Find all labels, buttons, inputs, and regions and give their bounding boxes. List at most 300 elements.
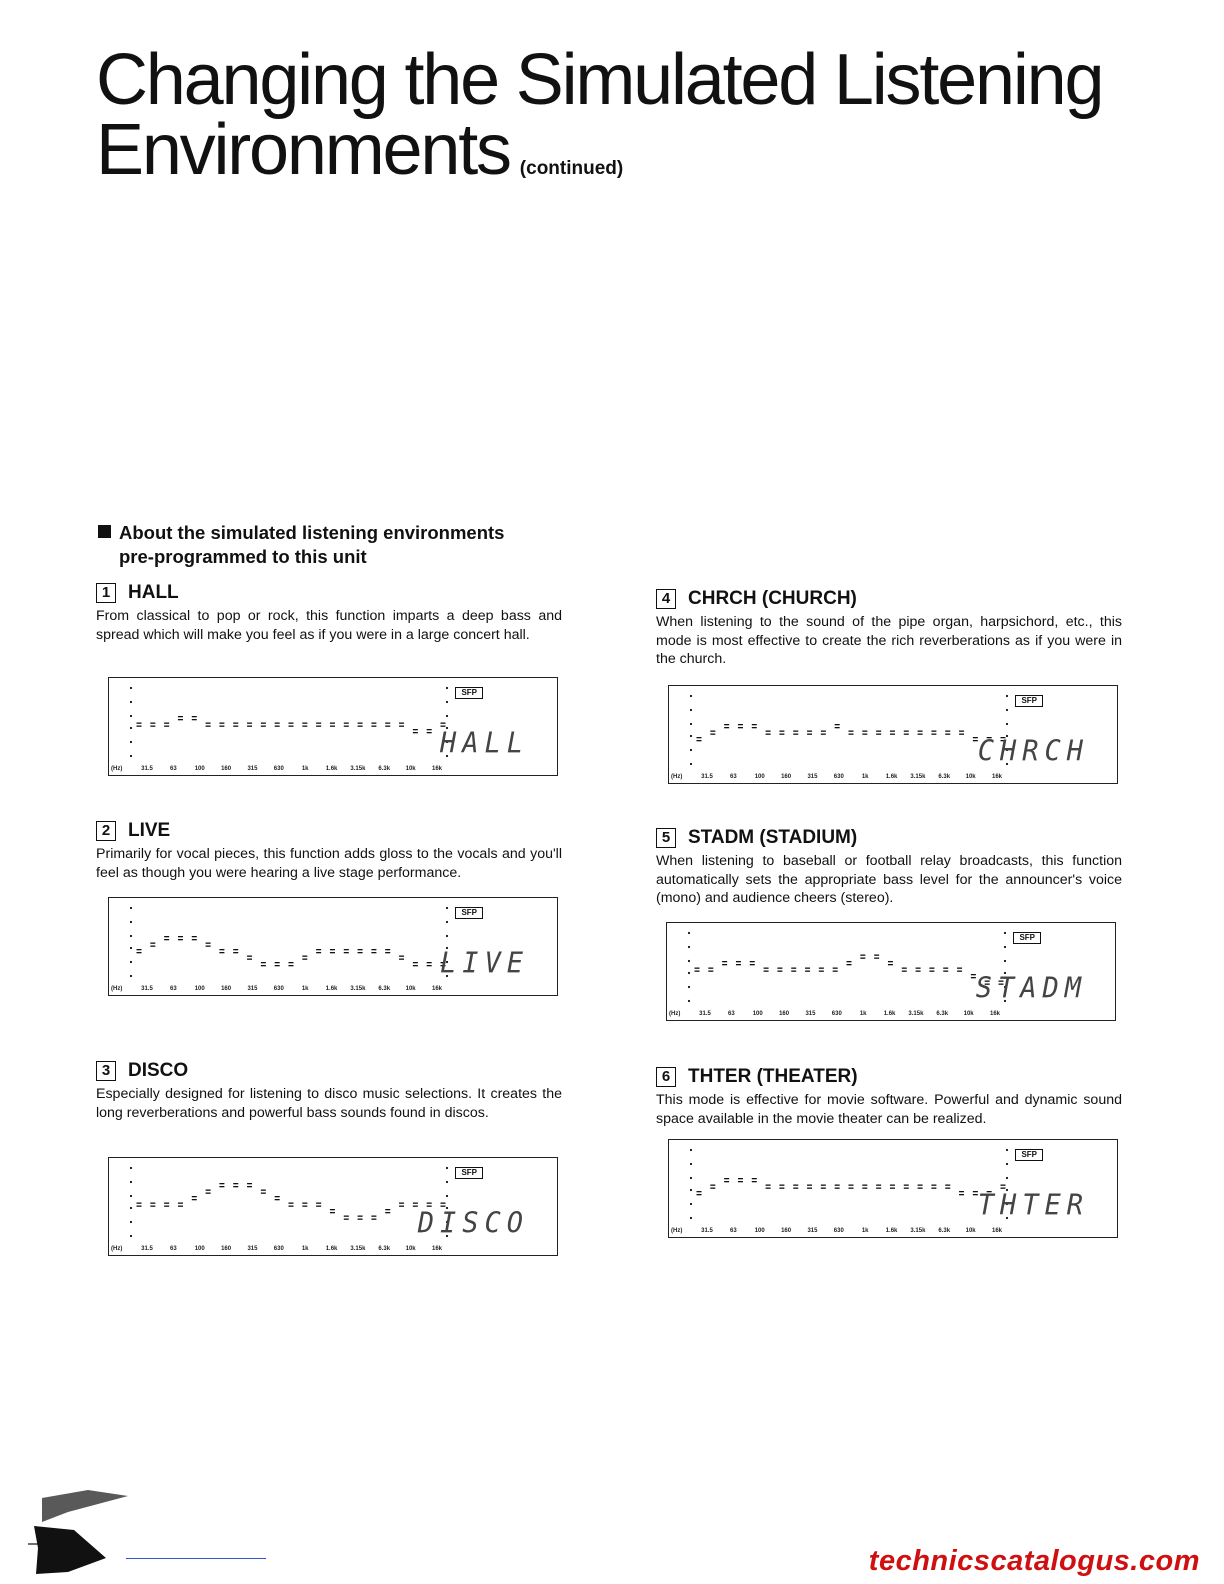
freq-tick-label: 630: [833, 774, 844, 780]
continued-label: (continued): [519, 158, 624, 179]
freq-tick-label: 100: [754, 1228, 765, 1234]
eq-bar: [959, 731, 964, 735]
eq-bar: [738, 724, 743, 728]
freq-tick-label: 3.15k: [908, 1011, 924, 1017]
eq-bar: [890, 1185, 895, 1189]
scale-dot-left: [690, 695, 692, 697]
segment-display-text: CHRCH: [977, 735, 1089, 768]
freq-tick-label: 630: [273, 986, 284, 992]
eq-bar: [902, 968, 907, 972]
eq-bar: [766, 731, 771, 735]
section-heading-line1: About the simulated listening environments: [119, 522, 505, 543]
eq-bar: [931, 1185, 936, 1189]
scale-dot-left: [690, 1177, 692, 1179]
eq-bar: [233, 1183, 238, 1187]
eq-bar: [931, 731, 936, 735]
eq-bar: [441, 723, 446, 727]
eq-bar: [849, 1185, 854, 1189]
freq-tick-label: 16k: [431, 1246, 443, 1252]
freq-tick-label: 63: [730, 774, 737, 780]
mode-name: STADM (STADIUM): [688, 827, 858, 848]
scale-dot-right: [1006, 1177, 1008, 1179]
sfp-badge: SFP: [455, 1167, 483, 1179]
mode-name: CHRCH (CHURCH): [688, 588, 857, 609]
mode-number-badge: 3: [96, 1061, 116, 1081]
scale-dot-right: [1006, 1163, 1008, 1165]
scale-dot-right: [446, 1181, 448, 1183]
sfp-badge: SFP: [1015, 1149, 1043, 1161]
sfp-badge: SFP: [455, 907, 483, 919]
hz-label: (Hz): [671, 774, 683, 780]
eq-bar: [724, 1178, 729, 1182]
eq-bar: [192, 1196, 197, 1200]
eq-bar: [275, 1196, 280, 1200]
eq-bar: [945, 1185, 950, 1189]
freq-tick-label: 630: [831, 1011, 842, 1017]
scale-dot-right: [446, 935, 448, 937]
freq-tick-label: 160: [779, 1011, 790, 1017]
freq-tick-label: 6.3k: [378, 766, 391, 772]
eq-bar: [385, 723, 390, 727]
eq-bar: [708, 968, 713, 972]
eq-bar: [261, 1190, 266, 1194]
eq-bar: [358, 949, 363, 953]
freq-tick-label: 100: [194, 766, 205, 772]
eq-bar: [835, 1185, 840, 1189]
eq-bar: [330, 1209, 335, 1213]
eq-bar: [957, 968, 962, 972]
eq-bar: [847, 961, 852, 965]
eq-bar: [833, 968, 838, 972]
eq-bar: [164, 1203, 169, 1207]
eq-bar: [821, 1185, 826, 1189]
eq-bar: [150, 943, 155, 947]
freq-tick-label: 1k: [301, 766, 309, 772]
freq-tick-label: 1.6k: [885, 774, 898, 780]
scale-dot-left: [690, 735, 692, 737]
scale-dot-left: [130, 687, 132, 689]
eq-bar: [777, 968, 782, 972]
freq-tick-label: 6.3k: [936, 1011, 949, 1017]
eq-bar: [413, 1203, 418, 1207]
scale-dot-left: [130, 961, 132, 963]
eq-bar: [302, 723, 307, 727]
hz-label: (Hz): [111, 1246, 123, 1252]
mode-live: [96, 819, 562, 882]
scale-dot-left: [688, 960, 690, 962]
scale-dot-left: [130, 1167, 132, 1169]
eq-bar: [233, 949, 238, 953]
eq-bar: [413, 962, 418, 966]
scale-dot-left: [130, 1195, 132, 1197]
freq-tick-label: 315: [807, 1228, 818, 1234]
freq-tick-label: 63: [730, 1228, 737, 1234]
eq-bar: [779, 731, 784, 735]
sfp-badge: SFP: [455, 687, 483, 699]
sfp-badge: SFP: [1015, 695, 1043, 707]
eq-bar: [302, 1203, 307, 1207]
eq-bar: [710, 731, 715, 735]
freq-tick-label: 1k: [859, 1011, 867, 1017]
eq-bar: [779, 1185, 784, 1189]
eq-bar: [427, 1203, 432, 1207]
mode-stadium: [656, 826, 1122, 908]
freq-tick-label: 63: [170, 1246, 177, 1252]
scale-dot-right: [446, 907, 448, 909]
scale-dot-left: [690, 709, 692, 711]
display-panel-theater: [668, 1139, 1118, 1238]
freq-tick-label: 1k: [301, 986, 309, 992]
eq-bar: [330, 949, 335, 953]
eq-bar: [137, 949, 142, 953]
eq-bar: [918, 1185, 923, 1189]
eq-bar: [764, 968, 769, 972]
eq-bar: [275, 962, 280, 966]
eq-bar: [289, 962, 294, 966]
scale-dot-right: [1006, 1149, 1008, 1151]
eq-bar: [206, 723, 211, 727]
mode-number-badge: 6: [656, 1067, 676, 1087]
freq-tick-label: 10k: [963, 1011, 974, 1017]
scale-dot-right: [446, 1167, 448, 1169]
freq-tick-label: 3.15k: [910, 1228, 926, 1234]
freq-tick-label: 16k: [431, 766, 443, 772]
eq-bar: [192, 936, 197, 940]
eq-bar: [192, 716, 197, 720]
freq-tick-label: 3.15k: [350, 766, 366, 772]
freq-tick-label: 160: [781, 774, 792, 780]
display-panel-live: [108, 897, 558, 996]
eq-bar: [137, 723, 142, 727]
scale-dot-right: [446, 921, 448, 923]
eq-bar: [206, 1190, 211, 1194]
eq-bar: [371, 723, 376, 727]
eq-bar: [904, 1185, 909, 1189]
freq-tick-label: 630: [833, 1228, 844, 1234]
freq-tick-label: 10k: [405, 766, 416, 772]
eq-bar: [371, 1216, 376, 1220]
freq-tick-label: 1.6k: [325, 1246, 338, 1252]
eq-bar: [219, 723, 224, 727]
eq-bar: [736, 961, 741, 965]
segment-display-text: STADM: [975, 972, 1087, 1005]
mode-name: LIVE: [128, 820, 171, 841]
segment-display-text: LIVE: [439, 947, 529, 980]
eq-bar: [427, 962, 432, 966]
eq-bar: [959, 1191, 964, 1195]
hz-label: (Hz): [111, 766, 123, 772]
mode-theater: [656, 1065, 1122, 1128]
freq-tick-label: 31.5: [141, 766, 153, 772]
scale-dot-left: [688, 972, 690, 974]
footer-rule: [126, 1558, 266, 1559]
eq-bar: [219, 1183, 224, 1187]
segment-display-text: DISCO: [417, 1207, 529, 1240]
freq-tick-label: 100: [754, 774, 765, 780]
eq-bar: [738, 1178, 743, 1182]
mode-description: Primarily for vocal pieces, this function adds gloss to the vocals and you'll feel as though you were hearing a live stage performance.: [96, 846, 562, 881]
scale-dot-right: [1004, 960, 1006, 962]
freq-tick-label: 16k: [991, 774, 1003, 780]
scale-dot-left: [130, 1207, 132, 1209]
freq-tick-label: 63: [170, 766, 177, 772]
page-title-line1: Changing the Simulated Listening: [96, 40, 1103, 120]
freq-tick-label: 160: [221, 766, 232, 772]
freq-tick-label: 315: [247, 766, 258, 772]
scale-dot-left: [130, 1221, 132, 1223]
eq-bar: [752, 724, 757, 728]
freq-tick-label: 10k: [405, 1246, 416, 1252]
scale-dot-left: [690, 723, 692, 725]
scale-dot-left: [130, 907, 132, 909]
mode-number-badge: 2: [96, 821, 116, 841]
eq-bar: [164, 936, 169, 940]
scale-dot-left: [690, 1163, 692, 1165]
eq-bar: [807, 731, 812, 735]
scale-dot-left: [690, 1217, 692, 1219]
display-panel-church: [668, 685, 1118, 784]
eq-bar: [441, 1203, 446, 1207]
eq-bar: [150, 1203, 155, 1207]
scale-dot-right: [446, 715, 448, 717]
scale-dot-left: [688, 986, 690, 988]
freq-tick-label: 100: [752, 1011, 763, 1017]
eq-bar: [943, 968, 948, 972]
scale-dot-left: [690, 749, 692, 751]
eq-bar: [766, 1185, 771, 1189]
eq-bar: [916, 968, 921, 972]
display-panel-hall: [108, 677, 558, 776]
eq-bar: [344, 949, 349, 953]
freq-tick-label: 6.3k: [378, 986, 391, 992]
scale-dot-right: [1006, 709, 1008, 711]
scale-dot-left: [130, 727, 132, 729]
bullet-square-icon: [98, 525, 111, 538]
section-heading: [98, 521, 578, 569]
freq-tick-label: 315: [807, 774, 818, 780]
scale-dot-left: [690, 763, 692, 765]
mode-description: This mode is effective for movie software. Powerful and dynamic sound space available in the movie theater can be realized.: [656, 1092, 1122, 1127]
scale-dot-right: [1006, 723, 1008, 725]
eq-bar: [876, 1185, 881, 1189]
eq-bar: [791, 968, 796, 972]
freq-tick-label: 3.15k: [350, 986, 366, 992]
freq-tick-label: 6.3k: [378, 1246, 391, 1252]
eq-bar: [289, 723, 294, 727]
eq-bar: [261, 723, 266, 727]
eq-bar: [860, 955, 865, 959]
eq-bar: [344, 723, 349, 727]
eq-bar: [247, 723, 252, 727]
eq-bar: [874, 955, 879, 959]
sfp-badge: SFP: [1013, 932, 1041, 944]
eq-bar: [819, 968, 824, 972]
freq-tick-label: 160: [781, 1228, 792, 1234]
scale-dot-right: [446, 687, 448, 689]
section-heading-line2: pre-programmed to this unit: [119, 546, 367, 567]
segment-display-text: THTER: [977, 1189, 1089, 1222]
eq-bar: [206, 943, 211, 947]
eq-bar: [876, 731, 881, 735]
freq-tick-label: 63: [170, 986, 177, 992]
eq-bar: [358, 723, 363, 727]
eq-bar: [150, 723, 155, 727]
eq-bar: [316, 1203, 321, 1207]
display-panel-disco: [108, 1157, 558, 1256]
eq-bar: [752, 1178, 757, 1182]
eq-bar: [399, 1203, 404, 1207]
eq-bar: [344, 1216, 349, 1220]
mode-hall: [96, 581, 562, 644]
eq-bar: [821, 731, 826, 735]
freq-tick-label: 1.6k: [885, 1228, 898, 1234]
eq-bar: [164, 723, 169, 727]
freq-tick-label: 100: [194, 1246, 205, 1252]
freq-tick-label: 31.5: [699, 1011, 711, 1017]
eq-bar: [247, 1183, 252, 1187]
freq-tick-label: 1k: [861, 1228, 869, 1234]
eq-bar: [316, 723, 321, 727]
freq-tick-label: 1k: [301, 1246, 309, 1252]
eq-bar: [793, 731, 798, 735]
freq-tick-label: 1k: [861, 774, 869, 780]
freq-tick-label: 160: [221, 1246, 232, 1252]
freq-tick-label: 10k: [965, 774, 976, 780]
mode-description: Especially designed for listening to disco music selections. It creates the long reverberations and powerful bass sounds found in discos.: [96, 1086, 562, 1121]
eq-bar: [862, 1185, 867, 1189]
eq-bar: [722, 961, 727, 965]
page-title-word: Environments: [96, 110, 510, 190]
hz-label: (Hz): [671, 1228, 683, 1234]
eq-bar: [178, 936, 183, 940]
freq-tick-label: 31.5: [141, 1246, 153, 1252]
scale-dot-left: [130, 935, 132, 937]
eq-bar: [178, 1203, 183, 1207]
freq-tick-label: 1.6k: [325, 986, 338, 992]
freq-tick-label: 16k: [431, 986, 443, 992]
freq-tick-label: 315: [247, 1246, 258, 1252]
eq-bar: [233, 723, 238, 727]
mode-description: When listening to the sound of the pipe organ, harpsichord, etc., this mode is most effective to create the rich reverberations as if you were in the church.: [656, 614, 1122, 667]
eq-bar: [750, 961, 755, 965]
mode-number-badge: 1: [96, 583, 116, 603]
mode-description: When listening to baseball or football relay broadcasts, this function automatically sets the appropriate bass level for the announcer's voice (mono) and audience cheers (stereo).: [656, 853, 1122, 906]
freq-tick-label: 63: [728, 1011, 735, 1017]
scale-dot-left: [130, 741, 132, 743]
scale-dot-left: [130, 1181, 132, 1183]
eq-bar: [413, 729, 418, 733]
eq-bar: [695, 968, 700, 972]
scale-dot-left: [130, 975, 132, 977]
page-corner-mark-icon: [28, 1486, 138, 1576]
scale-dot-right: [446, 1195, 448, 1197]
eq-bar: [807, 1185, 812, 1189]
eq-bar: [904, 731, 909, 735]
mode-name: HALL: [128, 582, 179, 603]
scale-dot-right: [1004, 946, 1006, 948]
freq-tick-label: 10k: [965, 1228, 976, 1234]
eq-bar: [385, 949, 390, 953]
mode-description: From classical to pop or rock, this function imparts a deep bass and spread which will make you feel as if you were in a large concert hall.: [96, 608, 562, 643]
eq-bar: [849, 731, 854, 735]
eq-bar: [399, 956, 404, 960]
scale-dot-left: [130, 715, 132, 717]
eq-bar: [275, 723, 280, 727]
scale-dot-left: [130, 1235, 132, 1237]
freq-tick-label: 3.15k: [350, 1246, 366, 1252]
mode-church: [656, 587, 1122, 669]
scale-dot-left: [688, 1000, 690, 1002]
eq-bar: [316, 949, 321, 953]
eq-bar: [929, 968, 934, 972]
eq-bar: [219, 949, 224, 953]
scale-dot-left: [130, 921, 132, 923]
eq-bar: [261, 962, 266, 966]
scale-dot-left: [688, 932, 690, 934]
eq-bar: [137, 1203, 142, 1207]
mode-number-badge: 5: [656, 828, 676, 848]
eq-bar: [724, 724, 729, 728]
watermark-site: technicscatalogus.com: [868, 1545, 1200, 1577]
scale-dot-right: [446, 701, 448, 703]
freq-tick-label: 16k: [991, 1228, 1003, 1234]
freq-tick-label: 630: [273, 1246, 284, 1252]
scale-dot-left: [130, 947, 132, 949]
eq-bar: [888, 961, 893, 965]
eq-bar: [945, 731, 950, 735]
eq-bar: [427, 729, 432, 733]
freq-tick-label: 6.3k: [938, 1228, 951, 1234]
eq-bar: [1001, 1185, 1006, 1189]
eq-bar: [697, 1191, 702, 1195]
eq-bar: [302, 956, 307, 960]
eq-bar: [330, 723, 335, 727]
freq-tick-label: 100: [194, 986, 205, 992]
freq-tick-label: 1.6k: [325, 766, 338, 772]
freq-tick-label: 315: [805, 1011, 816, 1017]
eq-bar: [862, 731, 867, 735]
eq-bar: [835, 724, 840, 728]
segment-display-text: HALL: [439, 727, 529, 760]
scale-dot-right: [1004, 932, 1006, 934]
eq-bar: [289, 1203, 294, 1207]
page-title-line2: [96, 110, 624, 190]
freq-tick-label: 6.3k: [938, 774, 951, 780]
mode-name: DISCO: [128, 1060, 189, 1081]
eq-bar: [358, 1216, 363, 1220]
freq-tick-label: 31.5: [701, 1228, 713, 1234]
eq-bar: [399, 723, 404, 727]
freq-tick-label: 31.5: [141, 986, 153, 992]
eq-bar: [371, 949, 376, 953]
freq-tick-label: 1.6k: [883, 1011, 896, 1017]
hz-label: (Hz): [669, 1011, 681, 1017]
eq-bar: [710, 1185, 715, 1189]
eq-bar: [247, 956, 252, 960]
freq-tick-label: 3.15k: [910, 774, 926, 780]
scale-dot-left: [690, 1203, 692, 1205]
eq-bar: [385, 1209, 390, 1213]
freq-tick-label: 160: [221, 986, 232, 992]
scale-dot-left: [130, 701, 132, 703]
freq-tick-label: 630: [273, 766, 284, 772]
mode-number-badge: 4: [656, 589, 676, 609]
scale-dot-left: [690, 1149, 692, 1151]
display-panel-stadium: [666, 922, 1116, 1021]
scale-dot-left: [690, 1189, 692, 1191]
scale-dot-right: [1006, 695, 1008, 697]
eq-bar: [805, 968, 810, 972]
